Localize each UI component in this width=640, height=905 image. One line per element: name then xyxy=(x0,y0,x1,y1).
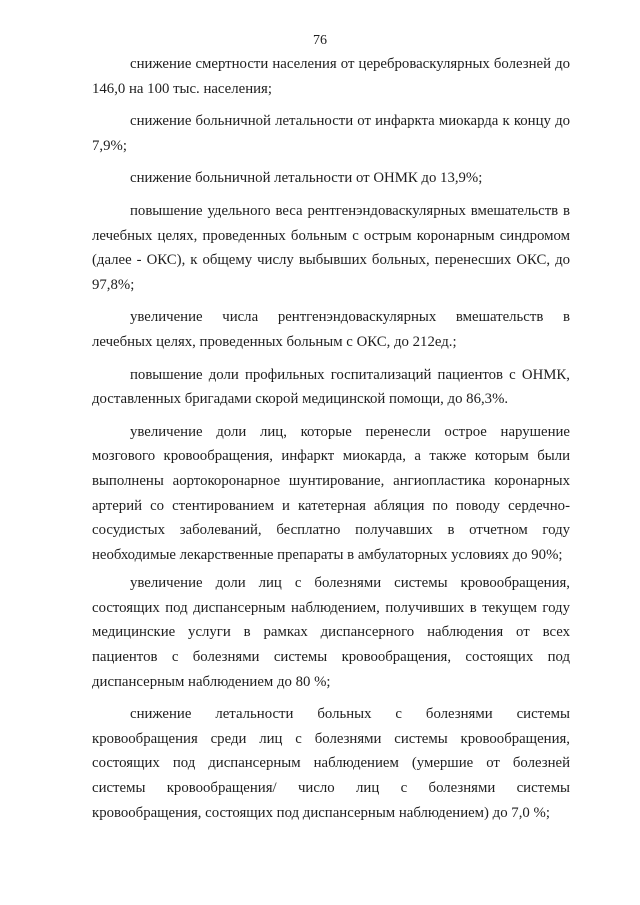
paragraph-dispensary-services: увеличение доли лиц с болезнями системы кровообращения, состоящих под диспансерным наблюдением, получивших в текущем году медицинские услуги в рамках диспансерного наблюдения от всех пациентов с болезнями системы кровообращения, состоящих под диспансерным наблюдением до 80 %; xyxy=(92,575,570,690)
paragraph-mortality-cerebrovascular: снижение смертности населения от цереброваскулярных болезней до 146,0 на 100 тыс. населения; xyxy=(92,56,570,97)
paragraph-stroke-lethality: снижение больничной летальности от ОНМК до 13,9%; xyxy=(130,170,483,187)
page-number: 76 xyxy=(313,33,327,48)
paragraph-endovascular-count: увеличение числа рентгенэндоваскулярных вмешательств в лечебных целях, проведенных больным с ОКС, до 212ед.; xyxy=(92,309,570,350)
paragraph-free-medication: увеличение доли лиц, которые перенесли острое нарушение мозгового кровообращения, инфаркт миокарда, а также которым были выполнены аортокоронарное шунтирование, ангиопластика коронарных артерий со стентированием и катетерная абляция по поводу сердечно-сосудистых заболеваний, бесплатно получавших в отчетном году необходимые лекарственные препараты в амбулаторных условиях до 90%; xyxy=(92,423,570,563)
document-body xyxy=(92,52,570,833)
paragraph-mi-lethality: снижение больничной летальности от инфаркта миокарда к концу до 7,9%; xyxy=(92,113,570,154)
paragraph-profile-hospitalizations: повышение доли профильных госпитализаций пациентов с ОНМК, доставленных бригадами скорой медицинской помощи, до 86,3%. xyxy=(92,366,570,408)
paragraph-endovascular-share: повышение удельного веса рентгенэндоваскулярных вмешательств в лечебных целях, проведенных больным с острым коронарным синдромом (далее - ОКС), к общему числу выбывших больных, перенесших ОКС, до 97,8%; xyxy=(92,202,570,293)
paragraph-dispensary-lethality: снижение летальности больных с болезнями системы кровообращения среди лиц с болезнями системы кровообращения, состоящих под диспансерным наблюдением (умершие от болезней системы кровообращения/ число лиц с болезнями системы кровообращения, состоящих под диспансерным наблюдением) до 7,0 %; xyxy=(92,706,570,821)
